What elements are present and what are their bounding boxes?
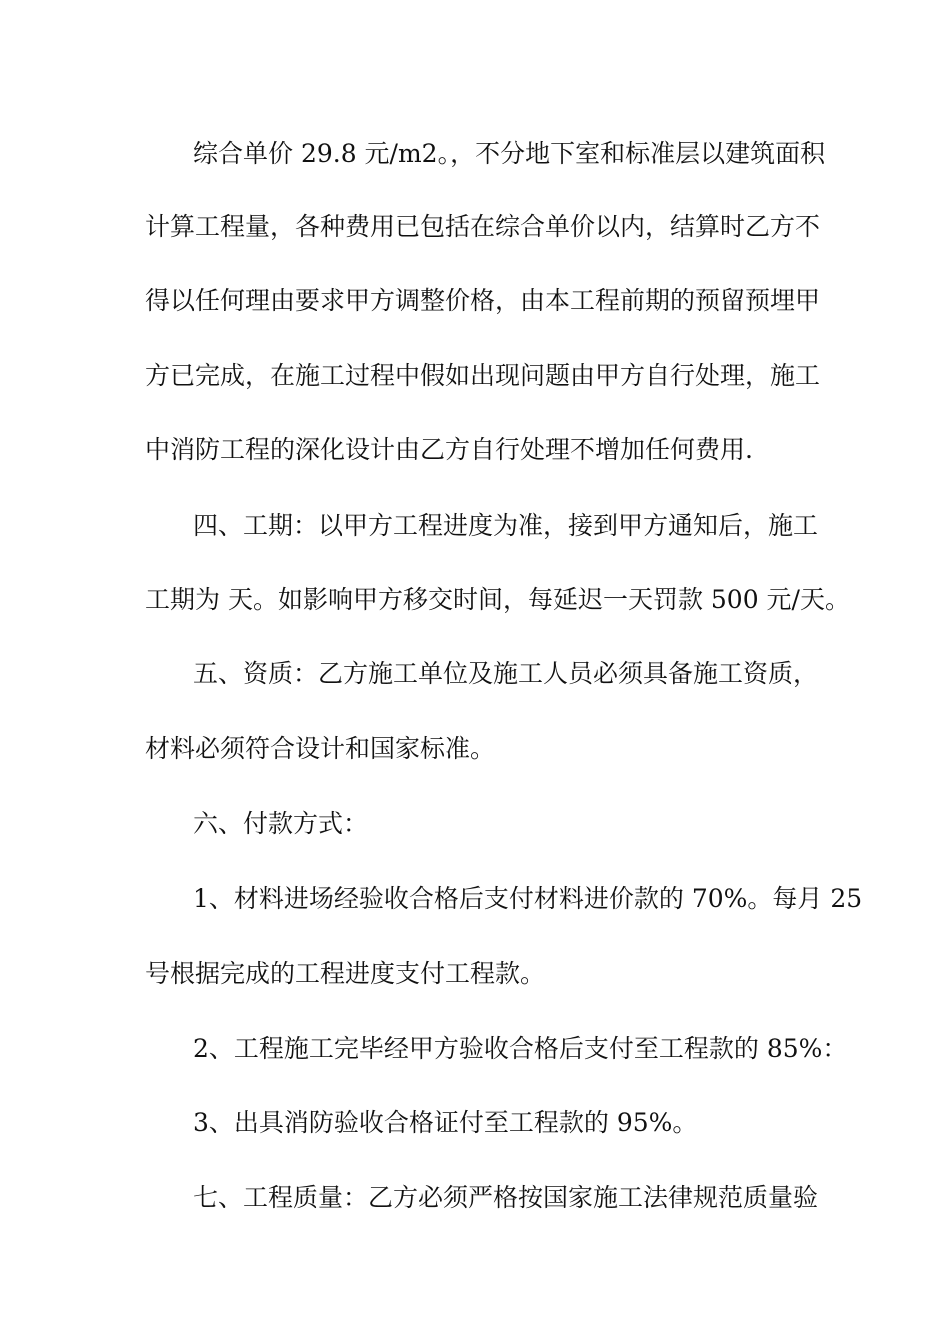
text-line: 中消防工程的深化设计由乙方自行处理不增加任何费用.	[145, 435, 753, 464]
text-line: 材料必须符合设计和国家标准。	[145, 734, 496, 763]
list-item: 2、工程施工完毕经甲方验收合格后支付至工程款的 85%：	[193, 1034, 848, 1063]
section-heading-payment: 六、付款方式：	[193, 809, 369, 838]
list-item: 3、出具消防验收合格证付至工程款的 95%。	[193, 1108, 698, 1137]
section-heading-qualification: 五、资质：乙方施工单位及施工人员必须具备施工资质，	[193, 659, 819, 688]
text-line: 工期为 天。如影响甲方移交时间，每延迟一天罚款 500 元/天。	[145, 585, 850, 614]
text-line: 综合单价 29.8 元/m2。，不分地下室和标准层以建筑面积	[193, 139, 826, 168]
text-line: 号根据完成的工程进度支付工程款。	[145, 959, 546, 988]
list-item: 1、材料进场经验收合格后支付材料进价款的 70%。每月 25	[193, 884, 863, 913]
text-line: 方已完成，在施工过程中假如出现问题由甲方自行处理，施工	[145, 361, 821, 390]
text-line: 得以任何理由要求甲方调整价格，由本工程前期的预留预埋甲	[145, 286, 821, 315]
text-line: 计算工程量，各种费用已包括在综合单价以内，结算时乙方不	[145, 212, 821, 241]
section-heading-duration: 四、工期：以甲方工程进度为准，接到甲方通知后，施工	[193, 511, 819, 540]
section-heading-quality: 七、工程质量：乙方必须严格按国家施工法律规范质量验	[193, 1183, 819, 1212]
